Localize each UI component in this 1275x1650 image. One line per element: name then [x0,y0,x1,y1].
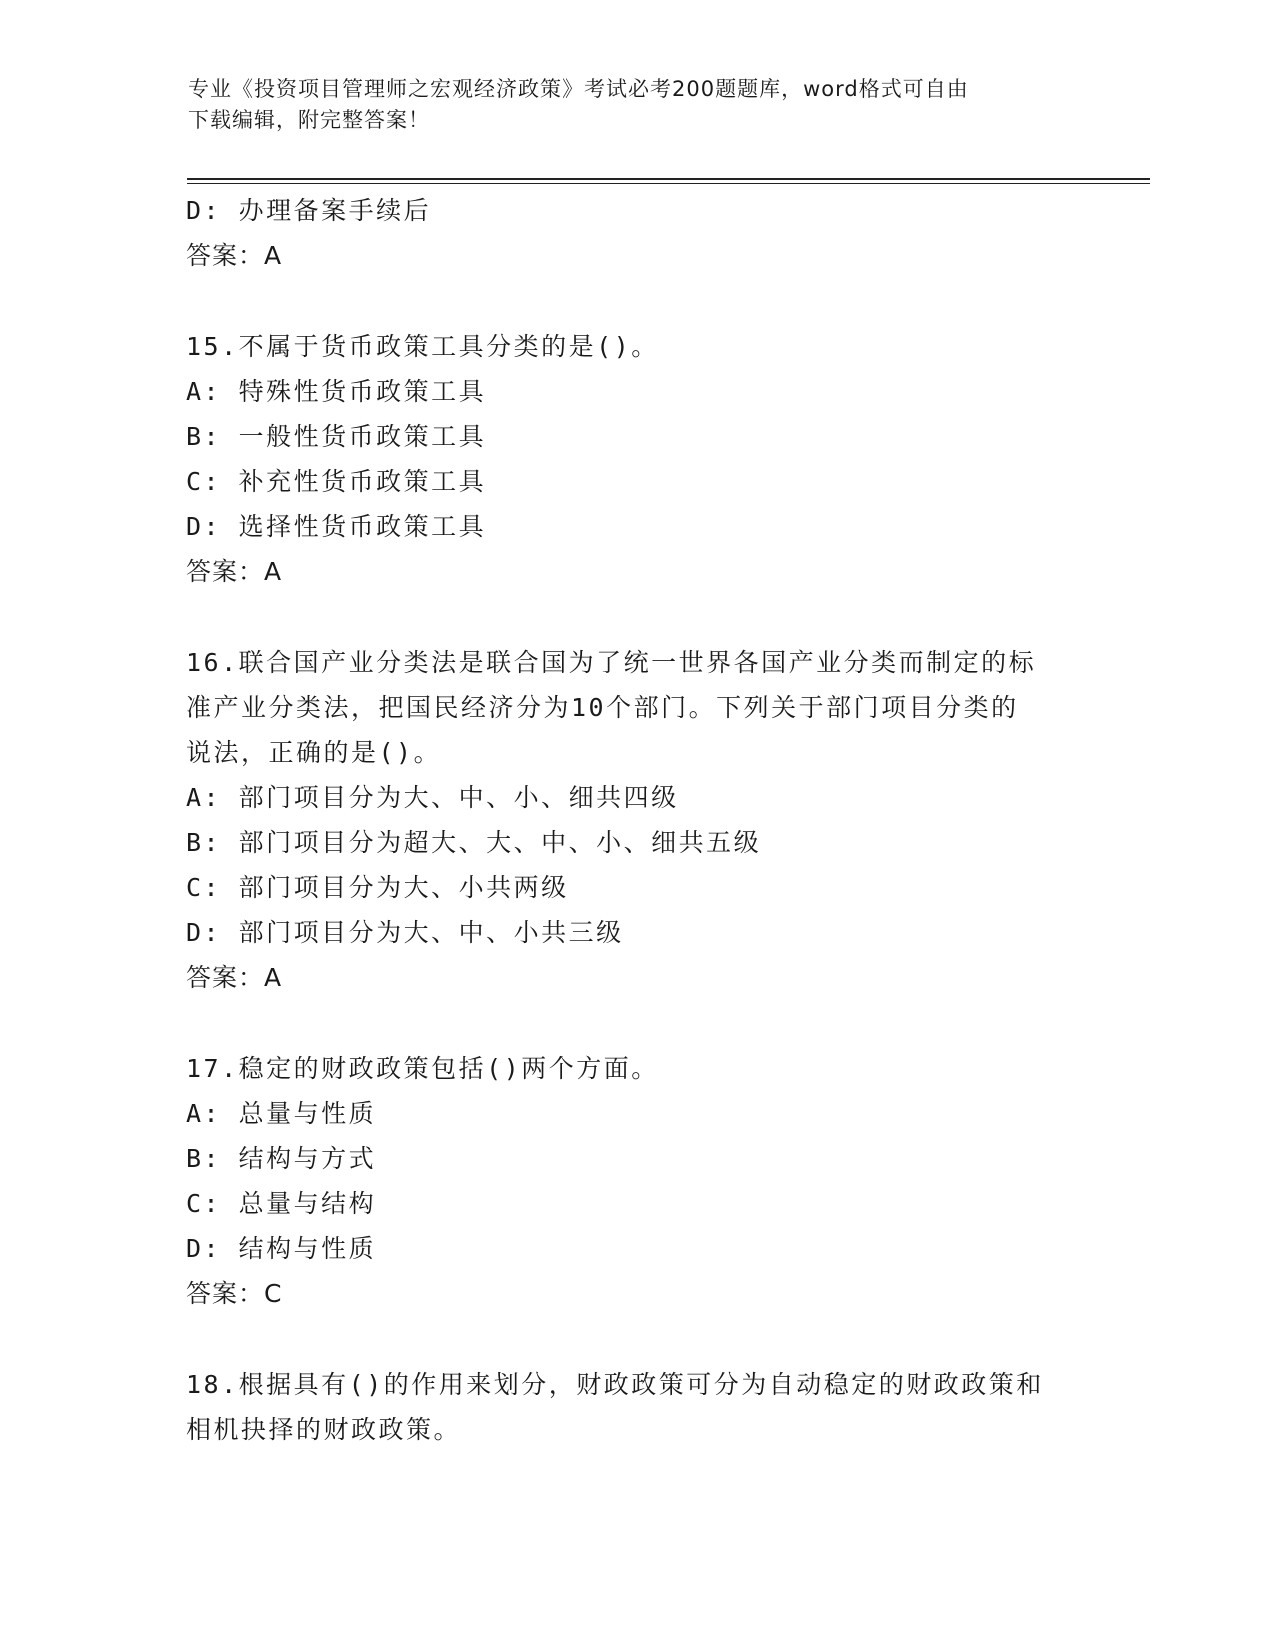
question-text-line-2: 相机抉择的财政政策。 [186,1415,462,1444]
header-rule-thick [187,178,1150,180]
option-c: C: 部门项目分为大、小共两级 [186,873,569,902]
question-16 [186,640,1106,1000]
question-text-line-1: 18.根据具有()的作用来划分，财政政策可分为自动稳定的财政政策和 [186,1370,1044,1399]
document-header [188,74,1088,136]
prev-option-d: D: 办理备案手续后 [186,196,432,225]
option-b: B: 一般性货币政策工具 [186,422,487,451]
header-rule-thin [187,183,1150,184]
question-list [186,188,1106,1452]
question-15 [186,324,1106,594]
header-line-1: 专业《投资项目管理师之宏观经济政策》考试必考200题题库，word格式可自由 [188,77,969,101]
spacer [186,278,1106,324]
answer: 答案：C [186,1279,283,1308]
spacer [186,594,1106,640]
spacer [186,1000,1106,1046]
option-d: D: 选择性货币政策工具 [186,512,487,541]
prev-answer: 答案：A [186,241,283,270]
answer: 答案：A [186,557,283,586]
option-a: A: 总量与性质 [186,1099,377,1128]
option-c: C: 总量与结构 [186,1189,377,1218]
question-text-line-3: 说法，正确的是()。 [186,738,442,767]
question-text: 17.稳定的财政政策包括()两个方面。 [186,1054,659,1083]
question-text-line-2: 准产业分类法，把国民经济分为10个部门。下列关于部门项目分类的 [186,693,1019,722]
question-17 [186,1046,1106,1316]
question-18 [186,1362,1106,1452]
option-a: A: 特殊性货币政策工具 [186,377,487,406]
answer: 答案：A [186,963,283,992]
option-c: C: 补充性货币政策工具 [186,467,487,496]
option-d: D: 部门项目分为大、中、小共三级 [186,918,624,947]
option-b: B: 部门项目分为超大、大、中、小、细共五级 [186,828,762,857]
option-a: A: 部门项目分为大、中、小、细共四级 [186,783,679,812]
option-d: D: 结构与性质 [186,1234,377,1263]
question-text-line-1: 16.联合国产业分类法是联合国为了统一世界各国产业分类而制定的标 [186,648,1037,677]
header-line-2: 下载编辑，附完整答案！ [188,108,430,132]
spacer [186,1316,1106,1362]
option-b: B: 结构与方式 [186,1144,377,1173]
question-text: 15.不属于货币政策工具分类的是()。 [186,332,659,361]
